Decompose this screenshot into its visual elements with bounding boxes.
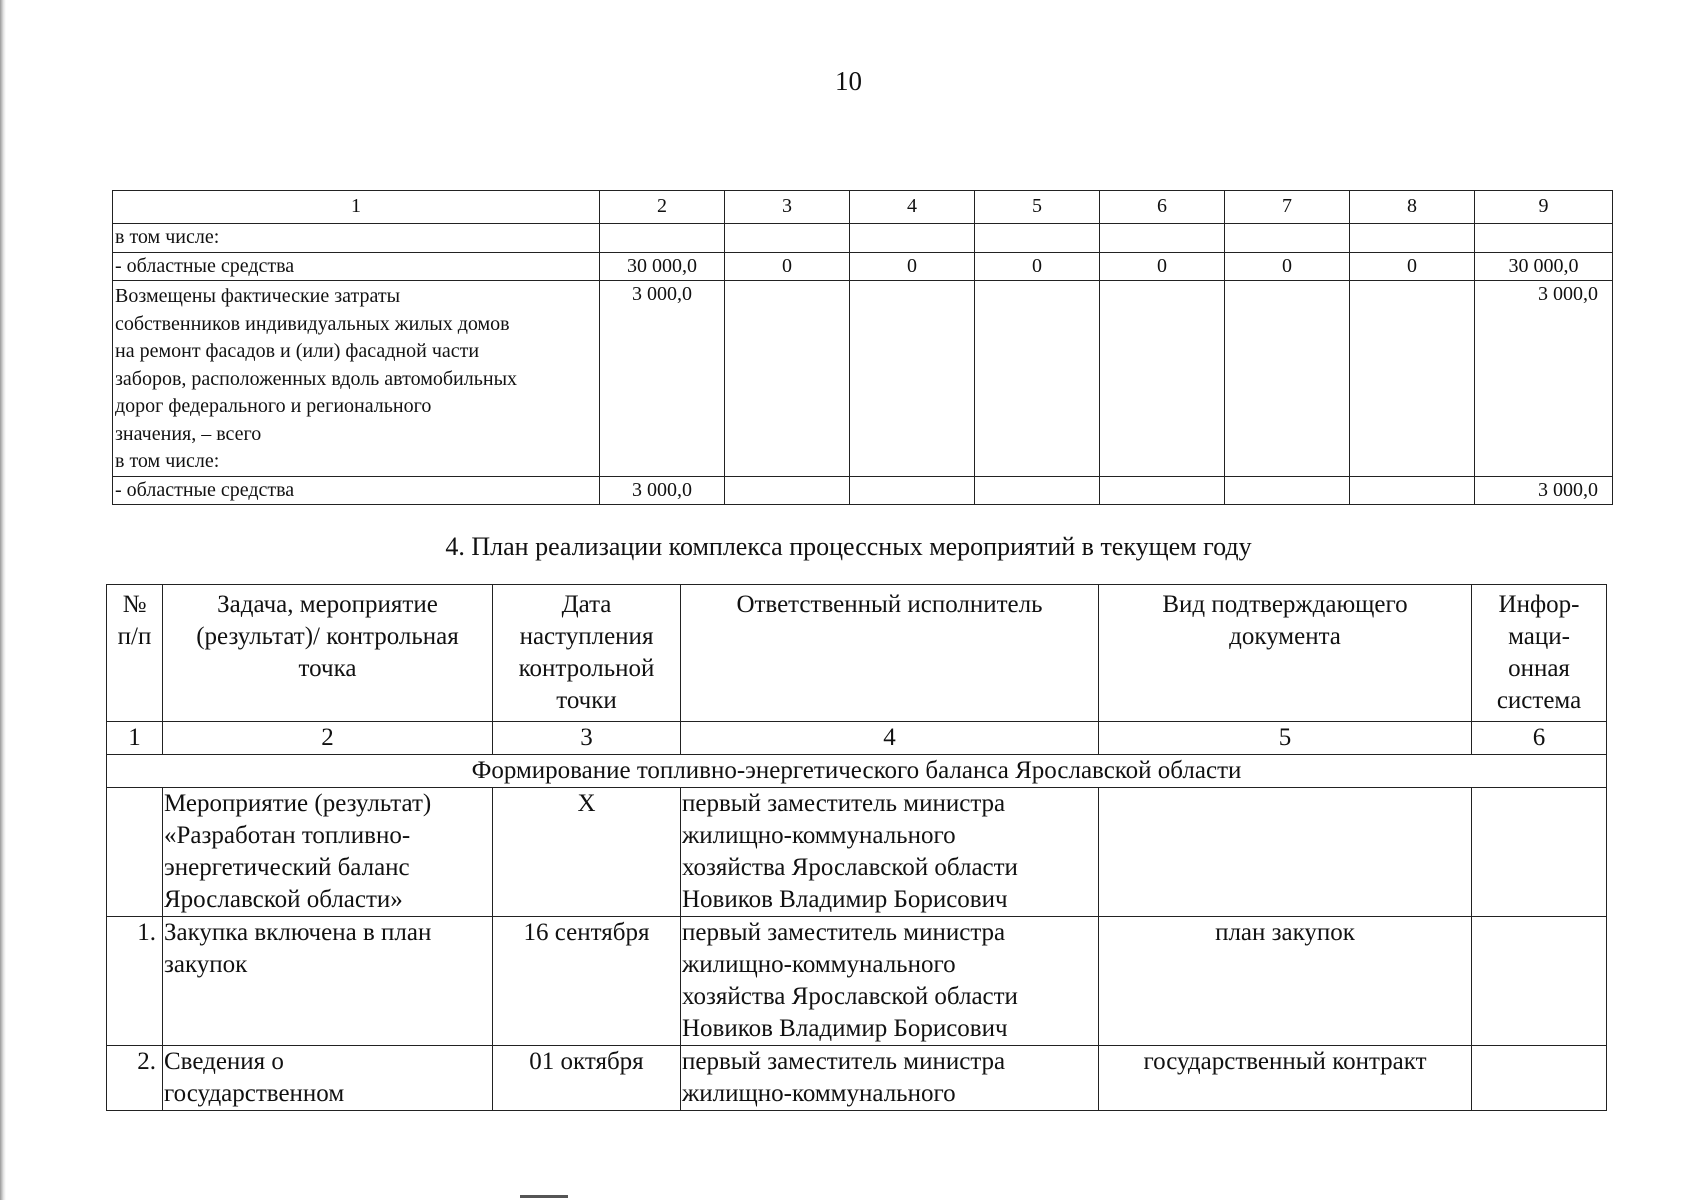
task-cell — [163, 1046, 493, 1111]
table-row — [107, 1046, 1607, 1111]
column-number: 8 — [1350, 191, 1475, 224]
header-line: Инфор- — [1498, 591, 1580, 618]
header-line: документа — [1229, 623, 1341, 650]
text-line: Сведения о — [164, 1048, 284, 1075]
table-cell — [1225, 281, 1350, 477]
label-line: на ремонт фасадов и (или) фасадной части — [115, 340, 480, 362]
header-line: п/п — [117, 623, 152, 650]
column-number: 3 — [493, 722, 681, 755]
column-number: 5 — [975, 191, 1100, 224]
task-cell — [163, 788, 493, 917]
header-line: Задача, мероприятие — [217, 591, 438, 618]
column-number: 2 — [600, 191, 725, 224]
responsible-cell — [681, 917, 1099, 1046]
text-line: Мероприятие (результат) — [164, 790, 432, 817]
table-cell: 0 — [1350, 252, 1475, 281]
header-line: контрольной — [518, 655, 655, 682]
date-cell: Х — [493, 788, 681, 917]
header-line: Ответственный исполнитель — [736, 591, 1043, 618]
text-line: жилищно-коммунального — [682, 951, 956, 978]
table-cell: 30 000,0 — [1475, 252, 1613, 281]
table-cell — [1475, 224, 1613, 253]
header-document — [1099, 585, 1472, 722]
table-row — [107, 917, 1607, 1046]
column-numbers-row — [107, 722, 1607, 755]
text-line: Новиков Владимир Борисович — [682, 1015, 1008, 1042]
text-line: Ярославской области» — [164, 886, 403, 913]
group-title: Формирование топливно-энергетического баланса Ярославской области — [107, 755, 1607, 788]
section-title: 4. План реализации комплекса процессных мероприятий в текущем году — [445, 532, 1252, 561]
table-row — [107, 788, 1607, 917]
process-plan-table — [106, 584, 1607, 1111]
header-date — [493, 585, 681, 722]
table-cell — [975, 224, 1100, 253]
table-cell — [1350, 281, 1475, 477]
text-line: энергетический баланс — [164, 854, 410, 881]
column-number: 7 — [1225, 191, 1350, 224]
row-label: - областные средства — [113, 252, 600, 281]
row-label — [113, 281, 600, 477]
table-cell: 3 000,0 — [1475, 476, 1613, 505]
text-line: хозяйства Ярославской области — [682, 854, 1018, 881]
row-label: в том числе: — [113, 224, 600, 253]
table-cell: 0 — [1100, 252, 1225, 281]
funding-table-header — [113, 191, 1613, 224]
header-line: (результат)/ контрольная — [196, 623, 459, 650]
text-line: первый заместитель министра — [682, 1048, 1006, 1075]
table-cell — [725, 281, 850, 477]
column-number: 6 — [1100, 191, 1225, 224]
table-cell: 3 000,0 — [600, 281, 725, 477]
table-cell — [1350, 224, 1475, 253]
table-cell — [850, 281, 975, 477]
table-cell: 30 000,0 — [600, 252, 725, 281]
document-cell: план закупок — [1099, 917, 1472, 1046]
table-cell: 3 000,0 — [600, 476, 725, 505]
page-number: 10 — [835, 66, 862, 96]
column-number: 5 — [1099, 722, 1472, 755]
label-line: Возмещены фактические затраты — [115, 285, 401, 307]
column-number: 6 — [1472, 722, 1607, 755]
group-row — [107, 755, 1607, 788]
document-cell: государственный контракт — [1099, 1046, 1472, 1111]
header-line: № — [122, 591, 147, 618]
date-cell: 16 сентября — [493, 917, 681, 1046]
column-number: 4 — [850, 191, 975, 224]
header-line: точка — [298, 655, 357, 682]
system-cell — [1472, 788, 1607, 917]
text-line: Новиков Владимир Борисович — [682, 886, 1008, 913]
table-cell: 0 — [725, 252, 850, 281]
table-row — [113, 476, 1613, 505]
scan-edge-shadow — [0, 0, 6, 1200]
table-cell — [850, 476, 975, 505]
header-line: наступления — [519, 623, 654, 650]
text-line: Закупка включена в план — [164, 919, 432, 946]
table-cell — [1100, 476, 1225, 505]
row-label: - областные средства — [113, 476, 600, 505]
scan-artifact — [520, 1195, 568, 1198]
header-line: система — [1496, 687, 1582, 714]
task-cell — [163, 917, 493, 1046]
text-line: «Разработан топливно- — [164, 822, 411, 849]
header-line: Вид подтверждающего — [1162, 591, 1408, 618]
system-cell — [1472, 1046, 1607, 1111]
table-cell — [725, 476, 850, 505]
funding-table — [112, 190, 1613, 505]
responsible-cell — [681, 788, 1099, 917]
table-cell: 0 — [850, 252, 975, 281]
row-number: 1. — [107, 917, 163, 1046]
header-line: Дата — [561, 591, 612, 618]
system-cell — [1472, 917, 1607, 1046]
header-line: точки — [556, 687, 617, 714]
label-line: дорог федерального и регионального — [115, 395, 432, 417]
table-cell: 3 000,0 — [1475, 281, 1613, 477]
text-line: первый заместитель министра — [682, 790, 1006, 817]
text-line: жилищно-коммунального — [682, 822, 956, 849]
table-cell — [1100, 281, 1225, 477]
header-task — [163, 585, 493, 722]
table-cell — [975, 281, 1100, 477]
date-cell: 01 октября — [493, 1046, 681, 1111]
column-number: 9 — [1475, 191, 1613, 224]
row-number — [107, 788, 163, 917]
table-cell — [725, 224, 850, 253]
table-cell — [1225, 476, 1350, 505]
table-row — [113, 252, 1613, 281]
header-responsible — [681, 585, 1099, 722]
document-cell — [1099, 788, 1472, 917]
header-line: маци- — [1508, 623, 1570, 650]
label-line: заборов, расположенных вдоль автомобильных — [115, 367, 518, 390]
plan-table-header — [107, 585, 1607, 722]
header-line: онная — [1508, 655, 1570, 682]
table-cell — [1100, 224, 1225, 253]
text-line: закупок — [164, 951, 248, 978]
row-number: 2. — [107, 1046, 163, 1111]
responsible-cell — [681, 1046, 1099, 1111]
table-cell: 0 — [975, 252, 1100, 281]
label-line: собственников индивидуальных жилых домов — [115, 312, 510, 335]
header-system — [1472, 585, 1607, 722]
column-number: 2 — [163, 722, 493, 755]
header-number — [107, 585, 163, 722]
table-cell — [850, 224, 975, 253]
table-row — [113, 281, 1613, 477]
table-cell — [600, 224, 725, 253]
column-number: 1 — [107, 722, 163, 755]
text-line: первый заместитель министра — [682, 919, 1006, 946]
text-line: хозяйства Ярославской области — [682, 983, 1018, 1010]
text-line: государственном — [164, 1080, 345, 1107]
table-cell — [1225, 224, 1350, 253]
column-number: 1 — [113, 191, 600, 224]
table-cell: 0 — [1225, 252, 1350, 281]
table-cell — [975, 476, 1100, 505]
label-line: значения, – всего — [115, 422, 262, 445]
table-cell — [1350, 476, 1475, 505]
column-number: 4 — [681, 722, 1099, 755]
column-number: 3 — [725, 191, 850, 224]
table-row — [113, 224, 1613, 253]
label-line: в том числе: — [115, 450, 220, 472]
text-line: жилищно-коммунального — [682, 1080, 956, 1107]
